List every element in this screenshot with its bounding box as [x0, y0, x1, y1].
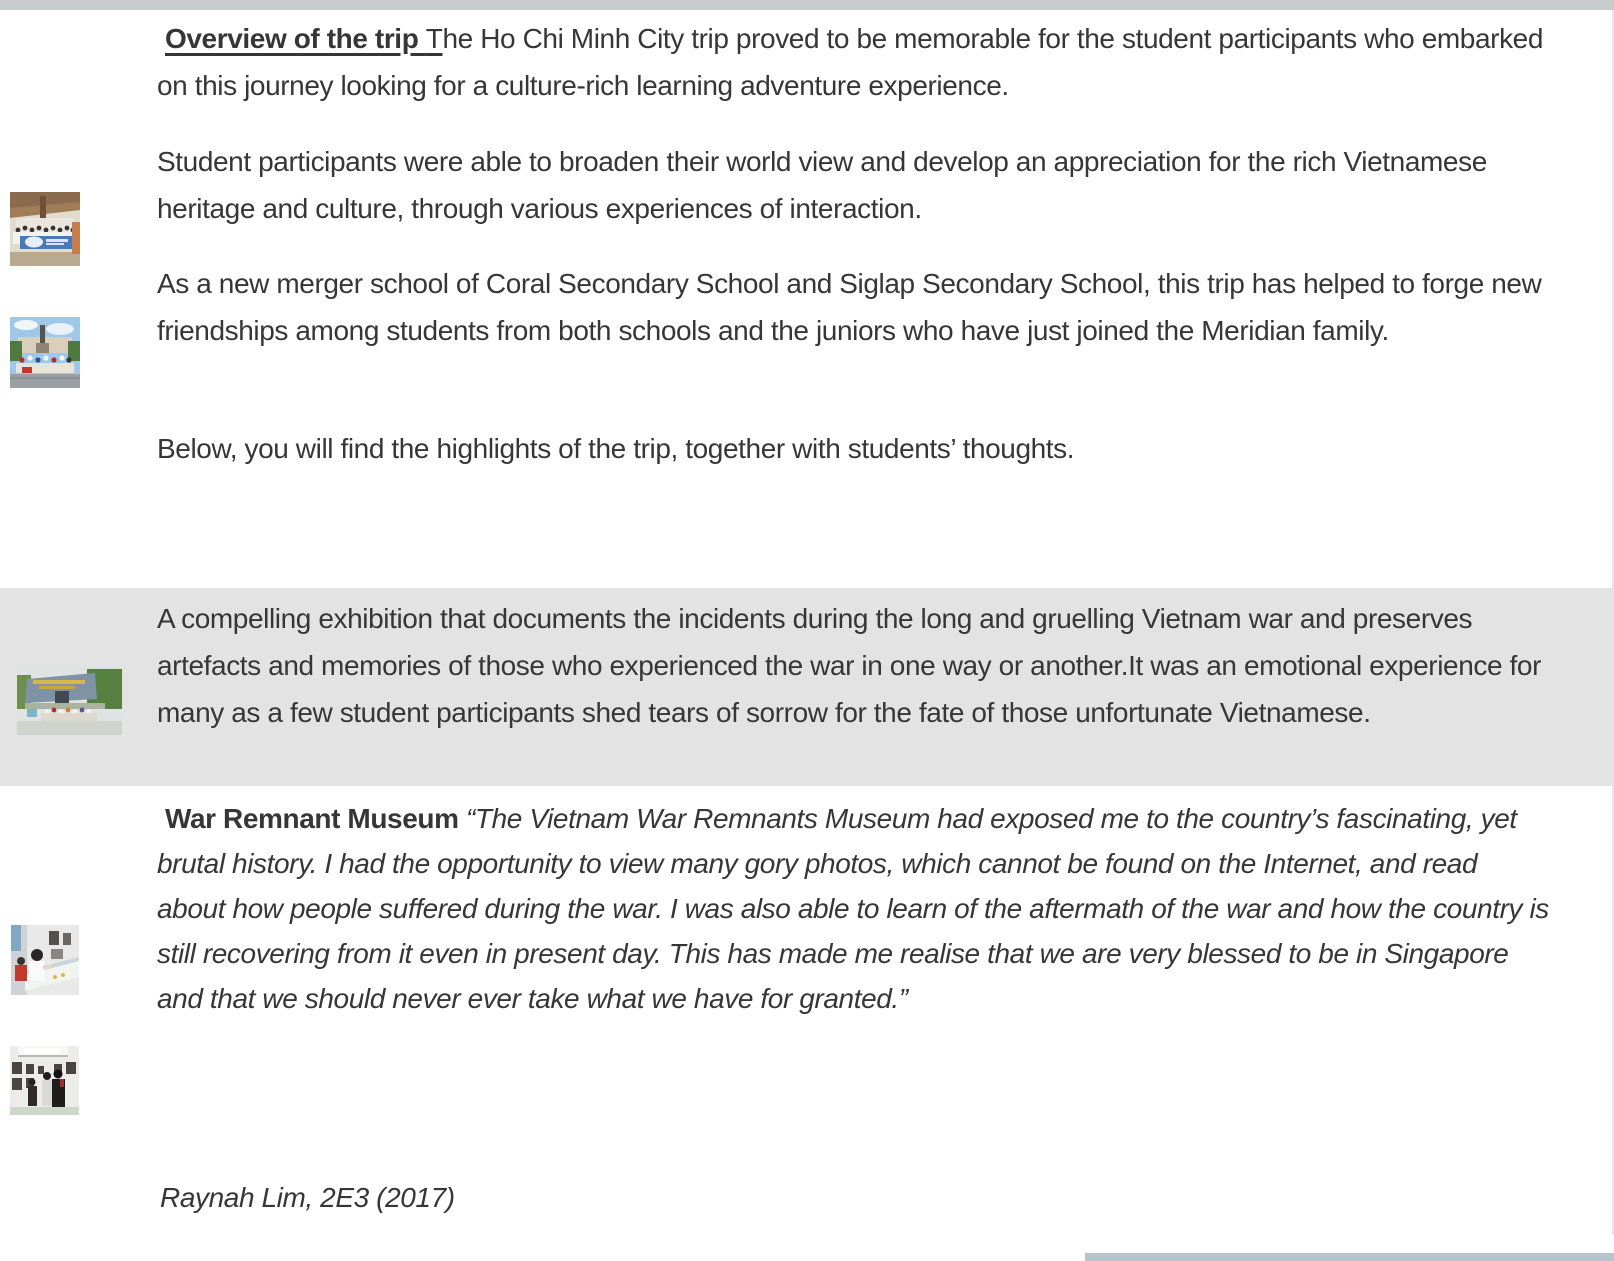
highlights-intro-paragraph: Below, you will find the highlights of the trip, together with students’ thoughts.: [157, 433, 1075, 464]
overview-paragraph-text: he Ho Chi Minh City trip proved to be memorable for the student participants who embarked on this journey looking for a culture-rich learning adventure experience.: [157, 23, 1544, 101]
overview-title: Overview of the trip: [165, 23, 426, 54]
merger-paragraph: As a new merger school of Coral Secondary School and Siglap Secondary School, this trip has helped to forge new friendships among students from both schools and the juniors who have just joined the Meridian family.: [157, 268, 1542, 346]
bottom-section-edge-bar: [1085, 1253, 1614, 1261]
museum-paragraph: [157, 796, 1552, 1021]
exhibit-display-photo: [11, 925, 79, 995]
overview-paragraph: [157, 15, 1552, 109]
top-divider-bar: [0, 0, 1614, 10]
airport-group-photo: [10, 192, 80, 266]
overview-title-underline: [157, 23, 443, 54]
museum-entrance-group-photo: [17, 665, 122, 735]
city-hall-group-photo: [10, 317, 80, 388]
worldview-paragraph: Student participants were able to broaden their world view and develop an appreciation for the rich Vietnamese heritage and culture, through various experiences of interaction.: [157, 146, 1487, 224]
museum-title: War Remnant Museum: [165, 803, 459, 834]
photo-gallery-room-photo: [10, 1046, 79, 1115]
exhibition-highlight-band: [0, 588, 1614, 786]
overview-title-tail: T: [425, 23, 443, 54]
exhibition-paragraph: A compelling exhibition that documents the incidents during the long and gruelling Vietnam war and preserves artefacts and memories of those who experienced the war in one way or another.It was an emotional experience for many as a few student participants shed tears of sorrow for the fate of those unfortunate Vietnamese.: [157, 603, 1541, 728]
museum-quote: “The Vietnam War Remnants Museum had exposed me to the country’s fascinating, yet brutal history. I had the opportunity to view many gory photos, which cannot be found on the Internet, and read about how people suffered during the war. I was also able to learn of the aftermath of the war and how the country is still recovering from it even in present day. This has made me realise that we are very blessed to be in Singapore and that we should never ever take what we have for granted.”: [157, 803, 1549, 1014]
quote-attribution: Raynah Lim, 2E3 (2017): [160, 1182, 455, 1213]
